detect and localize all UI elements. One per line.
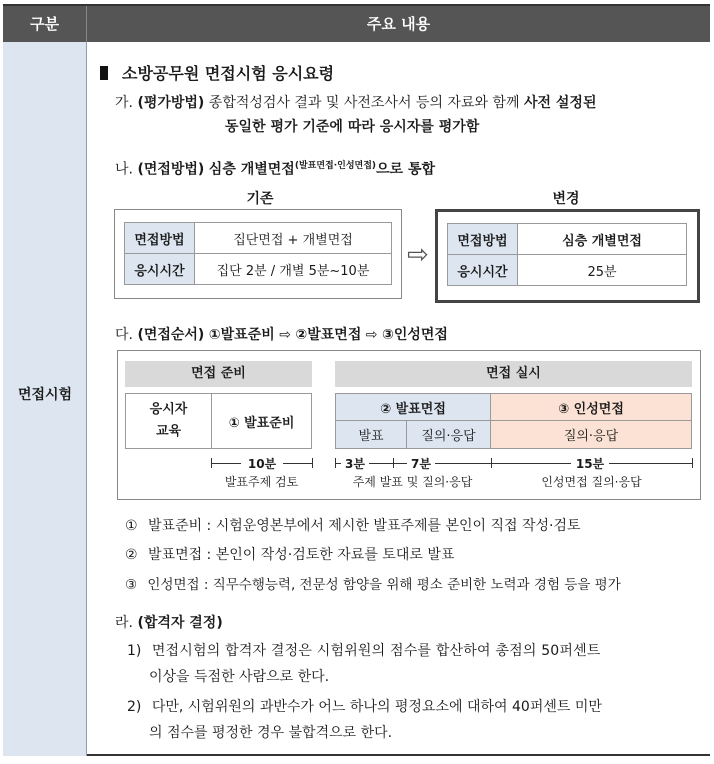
ra-item-num: 2) (127, 699, 142, 715)
arrow-right-icon: ⇨ (365, 327, 378, 343)
timeline-line (283, 463, 312, 464)
timeline-line (435, 463, 491, 464)
personal-step-cell: ③ 인성면접 (490, 393, 692, 421)
timeline-line (335, 463, 341, 464)
section-title-text: 소방공무원 면접시험 응시요령 (122, 64, 335, 83)
duration-37-desc: 주제 발표 및 질의·응답 (352, 475, 473, 489)
ga-prefix: 가. (115, 95, 133, 111)
duration-10-desc: 발표주제 검토 (224, 475, 299, 489)
note-item (125, 573, 621, 593)
ra-item-cont: 의 점수를 평정한 경우 불합격으로 한다. (149, 725, 393, 741)
ra-item (127, 640, 601, 660)
header-category: 구분 (3, 6, 87, 42)
ra-item (127, 696, 602, 716)
after-key-1: 응시시간 (448, 255, 518, 286)
row-label: 면접시험 (17, 387, 73, 403)
square-bullet-icon (100, 66, 108, 80)
da-tag: (면접순서) (137, 327, 205, 343)
personal-sub-cell: 질의·응답 (490, 420, 692, 449)
after-key-0: 면접방법 (448, 224, 518, 255)
timeline-line (491, 463, 571, 464)
duration-10: 10분 (247, 457, 277, 471)
da-step1: ①발표준비 (208, 327, 275, 343)
present-sub2-cell: 질의·응답 (406, 420, 491, 449)
note-text: 인성면접 : 직무수행능력, 전문성 함양을 위해 평소 준비한 노력과 경험 등을 평가 (147, 577, 621, 593)
edu-cell: 응시자 교육 (125, 393, 212, 449)
after-table (447, 223, 687, 286)
before-box (114, 209, 402, 299)
ga-bold2: 동일한 평가 기준에 따라 응시자를 평가함 (225, 119, 480, 135)
before-key-1: 응시시간 (125, 254, 195, 285)
after-value-0: 심층 개별면접 (518, 224, 687, 255)
before-table (124, 222, 392, 285)
flow-box (117, 350, 701, 500)
timeline-tick (312, 458, 313, 468)
arrow-right-icon: ⇨ (407, 240, 429, 270)
timeline-line (609, 463, 692, 464)
after-title: 변경 (552, 191, 580, 207)
ra-item-line1: 다만, 시험위원의 과반수가 어느 하나의 평정요소에 대하여 40퍼센트 미만 (151, 699, 602, 715)
duration-7: 7분 (411, 457, 431, 471)
na-sup: (발표면접·인성면접) (294, 161, 377, 171)
duration-15: 15분 (575, 457, 605, 471)
na-bold: 심층 개별면접 (208, 161, 295, 178)
timeline-tick (692, 458, 693, 468)
item-ga (115, 92, 596, 112)
da-step2: ②발표면접 (295, 327, 362, 343)
da-step3: ③인성면접 (381, 327, 448, 343)
before-value-0: 집단면접 + 개별면접 (195, 223, 392, 254)
timeline-line (369, 463, 393, 464)
na-tail: 으로 통합 (376, 161, 436, 178)
item-na (115, 158, 435, 179)
table-header (3, 6, 710, 42)
present-step-cell: ② 발표면접 (335, 393, 491, 421)
timeline-line (211, 463, 241, 464)
item-da (115, 324, 448, 344)
content-table (3, 4, 710, 756)
duration-3: 3분 (345, 457, 365, 471)
table-row (125, 254, 392, 285)
prep-header: 면접 준비 (125, 361, 312, 387)
exec-header: 면접 실시 (335, 361, 692, 387)
note-mark: ③ (125, 577, 138, 593)
note-mark: ① (125, 518, 138, 534)
table-row (448, 255, 687, 286)
item-ga-line2 (225, 116, 479, 136)
na-tag: (면접방법) (137, 161, 205, 178)
header-content: 주요 내용 (366, 15, 431, 33)
note-text: 발표면접 : 본인이 작성·검토한 자료를 토대로 발표 (148, 547, 455, 563)
timeline-line (393, 463, 407, 464)
before-title: 기존 (246, 191, 274, 207)
table-row (448, 224, 687, 255)
ga-bold1: 사전 설정된 (523, 95, 597, 111)
note-mark: ② (125, 547, 138, 563)
before-key-0: 면접방법 (125, 223, 195, 254)
ga-tag: (평가방법) (137, 95, 205, 111)
na-prefix: 나. (115, 161, 133, 178)
table-row (125, 223, 392, 254)
duration-15-desc: 인성면접 질의·응답 (541, 475, 642, 489)
note-text: 발표준비 : 시험운영본부에서 제시한 발표주제를 본인이 직접 작성·검토 (148, 518, 581, 534)
ra-item-line1: 면접시험의 합격자 결정은 시험위원의 점수를 합산하여 총점의 50퍼센트 (151, 643, 601, 659)
ra-item-num: 1) (127, 643, 142, 659)
arrow-right-icon: ⇨ (279, 327, 291, 343)
present-sub1-cell: 발표 (335, 420, 407, 449)
prep-step-cell: ① 발표준비 (211, 393, 312, 449)
ra-item-cont: 이상을 득점한 사람으로 한다. (149, 669, 330, 685)
note-item (125, 515, 581, 535)
ga-text: 종합적성검사 결과 및 사전조사서 등의 자료와 함께 (208, 95, 520, 111)
after-value-1: 25분 (518, 255, 687, 286)
before-value-1: 집단 2분 / 개별 5분~10분 (195, 254, 392, 285)
ra-tag: (합격자 결정) (137, 615, 223, 631)
section-title (100, 61, 334, 84)
da-prefix: 다. (115, 327, 133, 343)
note-item (125, 544, 454, 564)
after-box (435, 209, 700, 303)
item-ra (115, 612, 223, 632)
ra-prefix: 라. (115, 615, 133, 631)
row-label-cell (3, 42, 87, 756)
